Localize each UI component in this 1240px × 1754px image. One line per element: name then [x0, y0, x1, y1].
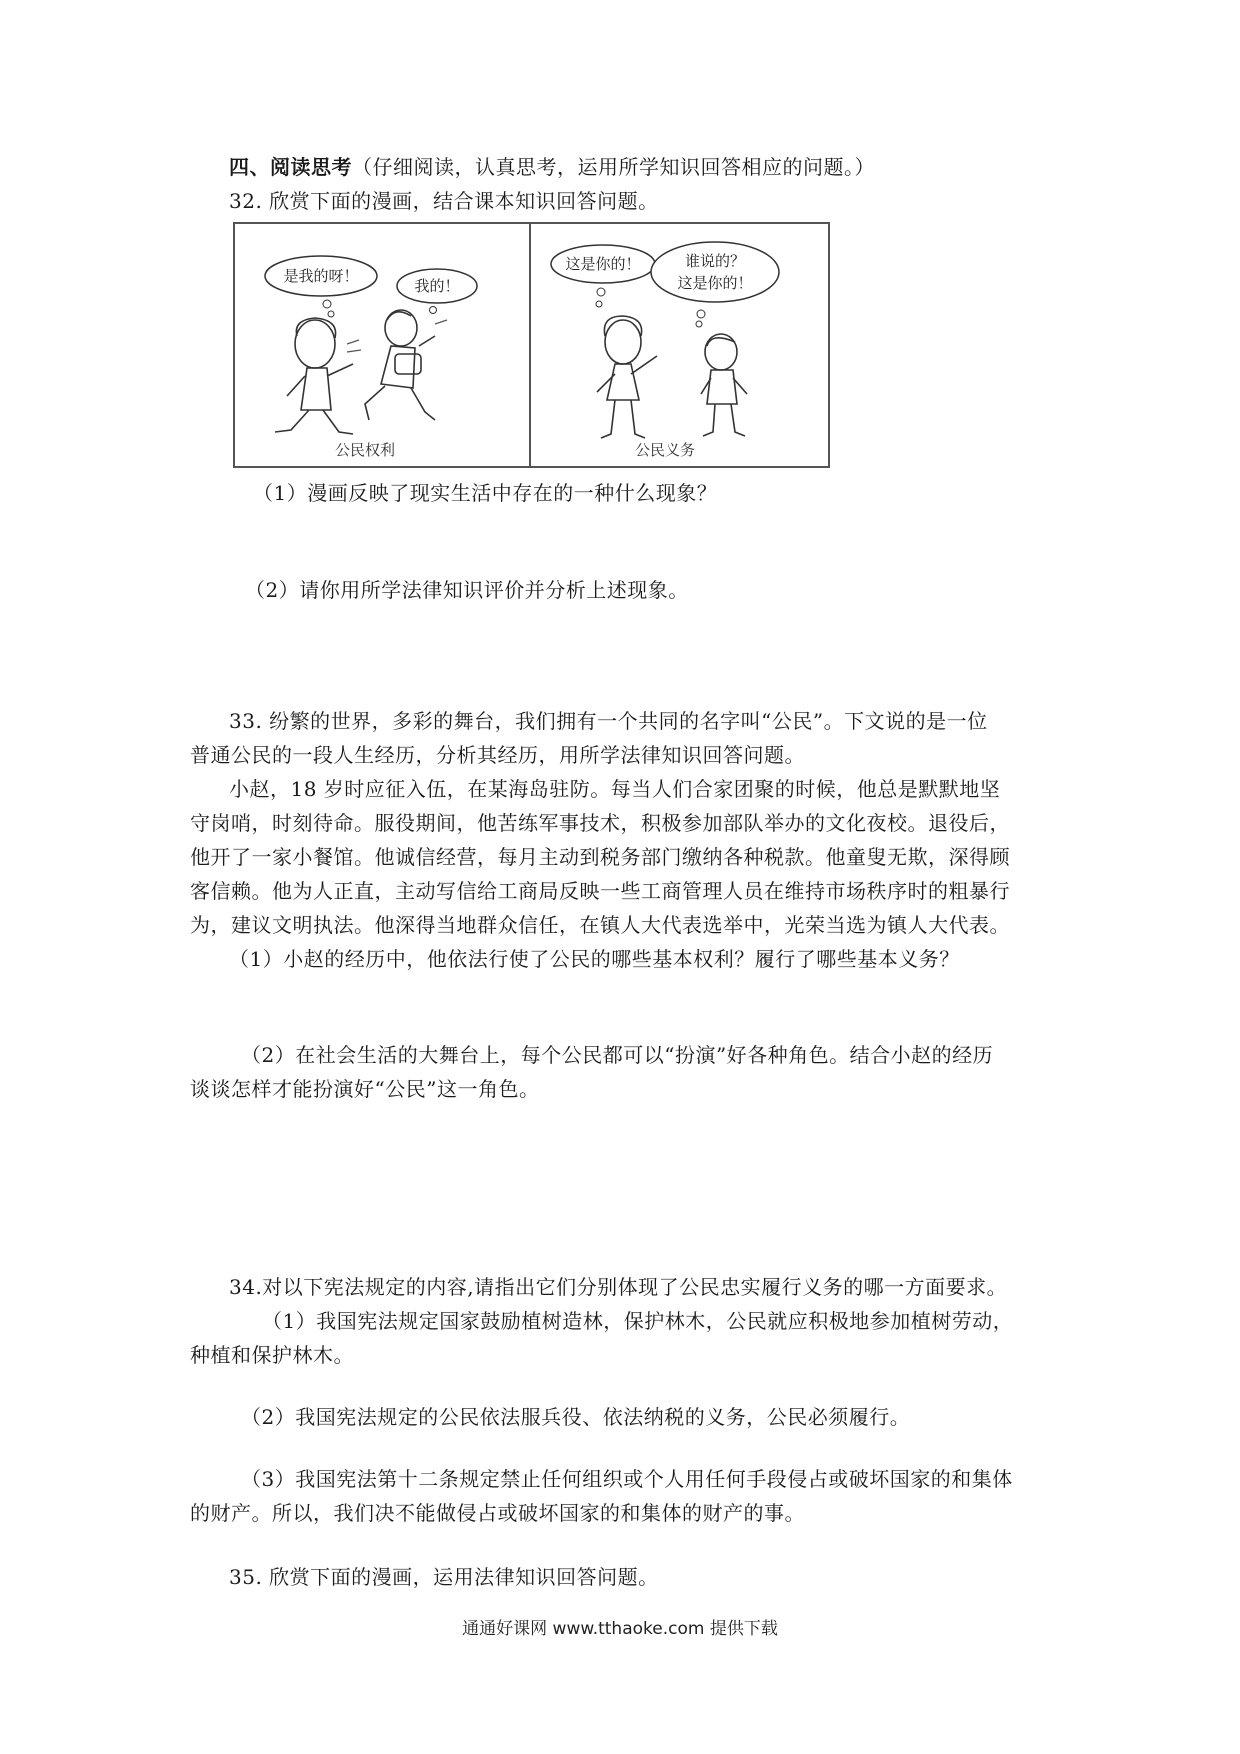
rights-bubble-1: 是我的呀！	[283, 267, 359, 285]
section-title: 四、阅读思考	[229, 155, 352, 179]
q35-prompt: 35. 欣赏下面的漫画，运用法律知识回答问题。	[229, 1565, 659, 1589]
q33-line-6: 客信赖。他为人正直，主动写信给工商局反映一些工商管理人员在维持市场秩序时的粗暴行	[190, 879, 1010, 903]
section-heading	[229, 150, 875, 184]
q32-prompt: 32. 欣赏下面的漫画，结合课本知识回答问题。	[229, 189, 659, 213]
q34-prompt: 34.对以下宪法规定的内容,请指出它们分别体现了公民忠实履行义务的哪一方面要求。	[229, 1275, 1008, 1299]
comic-duties-illustration	[531, 224, 828, 466]
q34-sub3-line-2: 的财产。所以，我们决不能做侵占或破坏国家的和集体的财产的事。	[190, 1501, 805, 1525]
q34-sub1-line-2: 种植和保护林木。	[190, 1343, 354, 1367]
q33-line-7: 为，建议文明执法。他深得当地群众信任，在镇人大代表选举中，光荣当选为镇人大代表。	[190, 913, 1010, 937]
q32-sub1: （1）漫画反映了现实生活中存在的一种什么现象？	[253, 481, 718, 505]
figure-woman	[275, 318, 353, 434]
q33-line-3: 小赵，18 岁时应征入伍，在某海岛驻防。每当人们合家团聚的时候，他总是默默地坚	[229, 777, 1001, 801]
q33-line-4: 守岗哨，时刻待命。服役期间，他苦练军事技术，积极参加部队举办的文化夜校。退役后，	[190, 811, 1010, 835]
section-note: （仔细阅读，认真思考，运用所学知识回答相应的问题。）	[352, 155, 875, 179]
caption-rights: 公民权利	[335, 441, 396, 459]
caption-duties: 公民义务	[635, 441, 696, 459]
comic-panel-duties	[531, 224, 828, 466]
duties-bubble-1: 这是你的！	[565, 255, 641, 273]
q33-line-2: 普通公民的一段人生经历，分析其经历，用所学法律知识回答问题。	[190, 743, 805, 767]
q33-sub2-line-2: 谈谈怎样才能扮演好“公民”这一角色。	[190, 1077, 540, 1101]
duties-bubble-2a: 谁说的？	[684, 252, 746, 270]
q34-sub2: （2）我国宪法规定的公民依法服兵役、依法纳税的义务，公民必须履行。	[241, 1405, 911, 1429]
figure-boy-standing	[701, 334, 747, 436]
q33-sub1: （1）小赵的经历中，他依法行使了公民的哪些基本权利？履行了哪些基本义务？	[229, 947, 960, 971]
comic-panel-rights	[235, 224, 531, 466]
q33-sub2-line-1: （2）在社会生活的大舞台上，每个公民都可以“扮演”好各种角色。结合小赵的经历	[241, 1043, 994, 1067]
q33-line-1: 33. 纷繁的世界，多彩的舞台，我们拥有一个共同的名字叫“公民”。下文说的是一位	[229, 709, 988, 733]
duties-bubble-2b: 这是你的！	[677, 274, 753, 292]
q33-line-5: 他开了一家小餐馆。他诚信经营，每月主动到税务部门缴纳各种税款。他童叟无欺，深得顾	[190, 845, 1010, 869]
comic-rights-illustration	[235, 224, 529, 466]
q32-sub2: （2）请你用所学法律知识评价并分析上述现象。	[245, 578, 689, 602]
figure-woman-pointing	[597, 316, 657, 438]
q34-sub3-line-1: （3）我国宪法第十二条规定禁止任何组织或个人用任何手段侵占或破坏国家的和集体	[241, 1467, 1013, 1491]
q34-sub1-line-1: （1）我国宪法规定国家鼓励植树造林，保护林木，公民就应积极地参加植树劳动，	[262, 1309, 1014, 1333]
page-footer: 通通好课网 www.tthaoke.com 提供下载	[462, 1619, 778, 1639]
rights-bubble-2: 我的！	[414, 277, 460, 295]
figure-boy	[365, 310, 435, 420]
q32-comic	[233, 222, 830, 468]
